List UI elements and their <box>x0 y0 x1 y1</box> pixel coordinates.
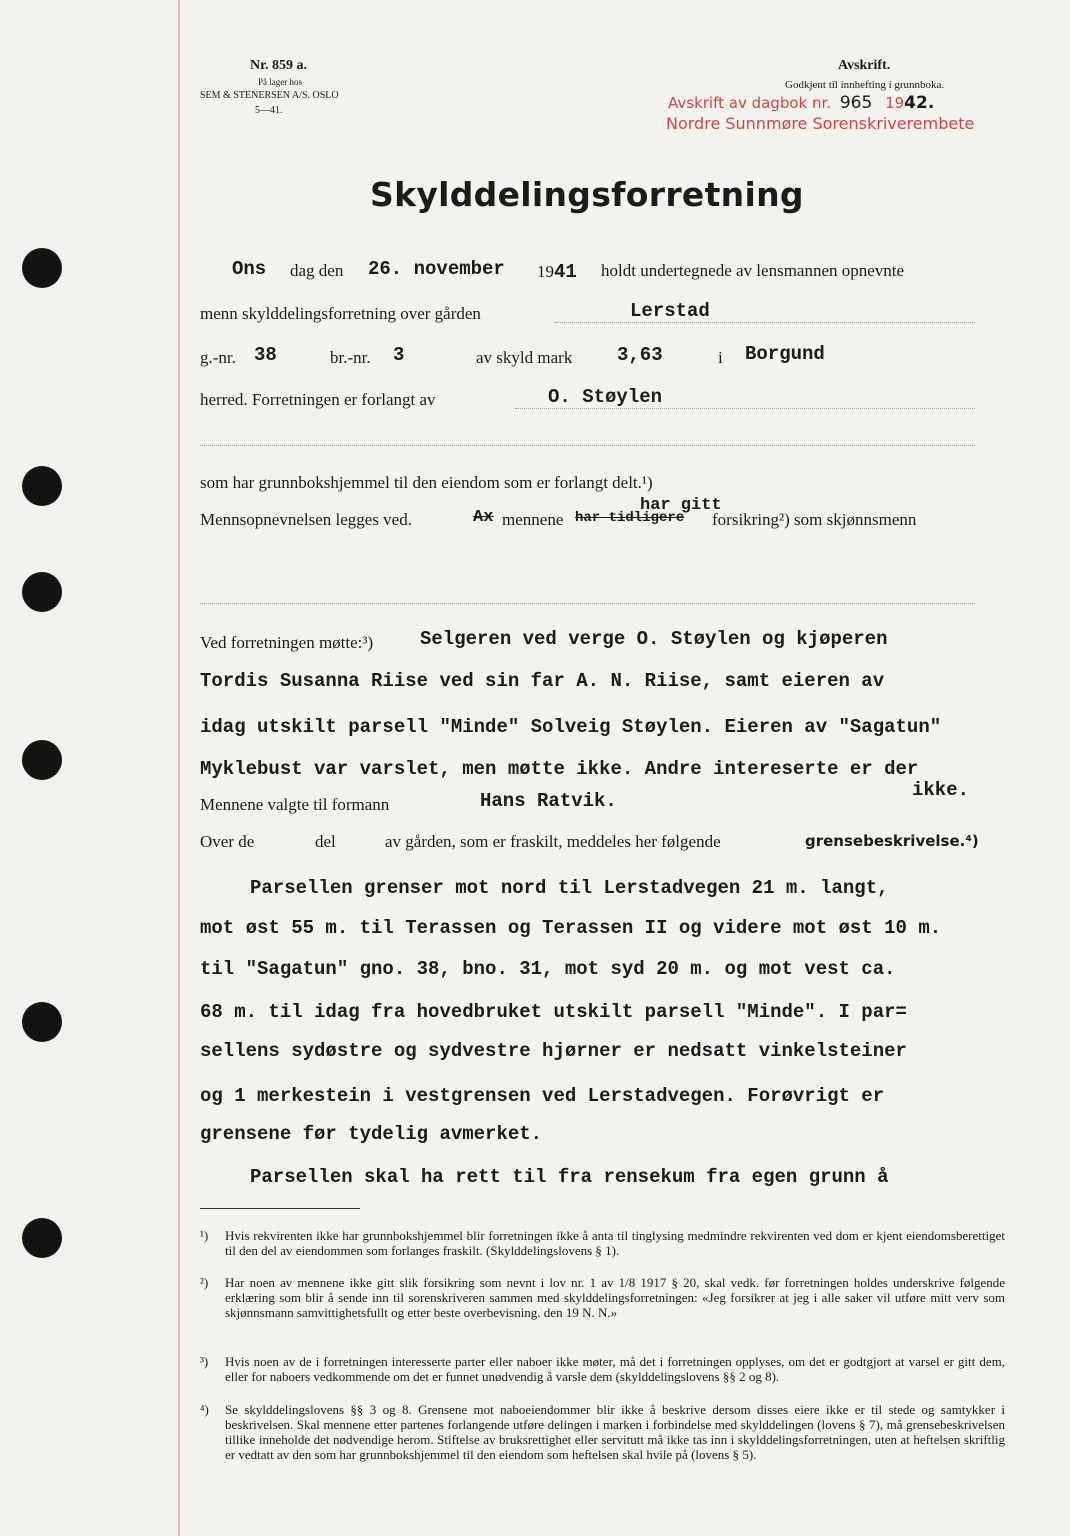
punch-hole <box>22 466 62 506</box>
typed-line: til "Sagatun" gno. 38, bno. 31, mot syd 20 m. og mot vest ca. <box>200 958 896 980</box>
struck-text: har tidligere <box>575 510 685 526</box>
form-text: del <box>315 832 336 851</box>
godkjent-note: Godkjent til innhefting i grunnboka. <box>785 79 945 91</box>
punch-hole <box>22 572 62 612</box>
form-text: av gården, som er fraskilt, meddeles her følgende <box>385 832 721 851</box>
typed-line: sellens sydøstre og sydvestre hjørner er nedsatt vinkelsteiner <box>200 1040 907 1062</box>
form-text: som har grunnbokshjemmel til den eiendom som er forlangt delt.¹) <box>200 473 653 492</box>
form-text: holdt undertegnede av lensmannen opnevnte <box>601 261 905 280</box>
avskrift-label: Avskrift. <box>838 58 891 73</box>
herred-name: Borgund <box>745 343 825 365</box>
typed-line: idag utskilt parsell "Minde" Solveig Støylen. Eieren av "Sagatun" <box>200 716 942 738</box>
gnr-value: 38 <box>254 344 277 366</box>
requester: O. Støylen <box>548 386 663 408</box>
typed-line: Myklebust var varslet, men møtte ikke. Andre intereserte er der <box>200 758 919 780</box>
page-title: Skylddelingsforretning <box>370 175 804 214</box>
margin-rule <box>178 0 180 1536</box>
typed-line: ikke. <box>912 779 970 801</box>
form-number: Nr. 859 a. <box>250 58 308 73</box>
form-text: i <box>718 348 723 367</box>
inserted-text: har gitt <box>640 496 722 515</box>
punch-hole <box>22 740 62 780</box>
form-text: dag den <box>290 261 344 280</box>
form-text: menn skylddelingsforretning over gården <box>200 304 481 323</box>
typed-line: Parsellen skal ha rett til fra rensekum fra egen grunn å <box>250 1166 889 1188</box>
form-text: mennene <box>502 510 564 529</box>
punch-hole <box>22 248 62 288</box>
form-text: Mennsopnevnelsen legges ved. <box>200 510 412 529</box>
form-text: av skyld mark <box>476 348 573 367</box>
chairman-name: Hans Ratvik. <box>480 790 617 812</box>
printer-date: 5—41. <box>255 105 283 116</box>
office-stamp: Nordre Sunnmøre Sorenskriverembete <box>666 114 975 133</box>
bnr-label: br.-nr. <box>330 348 371 367</box>
weekday: Ons <box>232 258 267 280</box>
typed-line: Tordis Susanna Riise ved sin far A. N. Riise, samt eieren av <box>200 670 885 692</box>
typed-line: mot øst 55 m. til Terassen og Terassen II og videre mot øst 10 m. <box>200 917 942 939</box>
typed-line: Parsellen grenser mot nord til Lerstadvegen 21 m. langt, <box>250 877 889 899</box>
footnote: ²) Har noen av mennene ikke gitt slik forsikring som nevnt i lov nr. 1 av 1/8 1917 § 20, skal vedk. før forretningen holdes underskrive følgende erklæring som blir å sende inn til sorenskriveren sammen med skylddelingsforretningen: «Jeg forsikrer at jeg i alle saker vil utføre mitt verv som skjønnsmann samvittighetsfullt og etter beste overbevisning. den 19 N. N.» <box>200 1275 1005 1320</box>
gnr-label: g.-nr. <box>200 348 236 367</box>
form-text: herred. Forretningen er forlangt av <box>200 390 436 409</box>
typed-line: 68 m. til idag fra hovedbruket utskilt parsell "Minde". I par= <box>200 1001 907 1023</box>
skyld-mark: 3,63 <box>617 344 663 366</box>
date: 26. november <box>368 258 505 280</box>
printer-line: SEM & STENERSEN A/S. OSLO <box>200 90 339 101</box>
form-text: forsikring²) som skjønnsmenn <box>712 510 917 529</box>
form-text: Over de <box>200 832 255 851</box>
typed-line: Selgeren ved verge O. Støylen og kjøperen <box>420 628 888 650</box>
typed-line: grensene før tydelig avmerket. <box>200 1123 543 1145</box>
typed-line: og 1 merkestein i vestgrensen ved Lerstadvegen. Forøvrigt er <box>200 1085 885 1107</box>
footnote: ⁴) Se skylddelingslovens §§ 3 og 8. Grensene mot naboeiendommer blir ikke å beskrive dersom disses eiere ikke er til stede og samtykker i beskrivelsen. Skal mennene etter partenes forlangende utføre delingen i marken i forbindelse med skylddelingen (lovens § 7), må grensebeskrivelsen tillike inneholde det nødvendige herom. Stiftelse av bruksrettighet eller servitutt må ikke tas inn i skylddelingsforretningen, uten at heftelsen skriftlig er vedtatt av den som har grunnbokshjemmel til den eiendom som heftelsen skal hvile på (lovens § 5). <box>200 1402 1005 1462</box>
footnote: ³) Hvis noen av de i forretningen interesserte parter eller naboer ikke møter, må det i forretningen opplyses, om det er godtgjort at varsel er gitt dem, eller for naboers vedkommende om det er funnet unødvendig å varsle dem (skylddelingslovens §§ 2 og 8). <box>200 1354 1005 1384</box>
form-text: Ved forretningen møtte:³) <box>200 633 374 652</box>
dagbok-stamp: Avskrift av dagbok nr. 965 1942. <box>668 93 935 113</box>
form-text: grensebeskrivelse.⁴) <box>805 832 979 850</box>
year: 1941 <box>537 261 577 283</box>
farm-name: Lerstad <box>630 300 710 322</box>
footnote-separator <box>200 1208 360 1209</box>
form-text: Mennene valgte til formann <box>200 795 390 814</box>
printer-line: På lager hos <box>258 77 302 87</box>
footnote: ¹) Hvis rekvirenten ikke har grunnbokshjemmel blir forretningen ikke å anta til tinglysing medmindre rekvirenten ved dom er kjent eiendomsberettiget til den del av eiendommen som forlanges fraskilt. (Skylddelingslovens § 1). <box>200 1228 1005 1258</box>
punch-hole <box>22 1218 62 1258</box>
punch-hole <box>22 1002 62 1042</box>
struck-text: Ax <box>473 508 494 527</box>
bnr-value: 3 <box>393 344 405 366</box>
